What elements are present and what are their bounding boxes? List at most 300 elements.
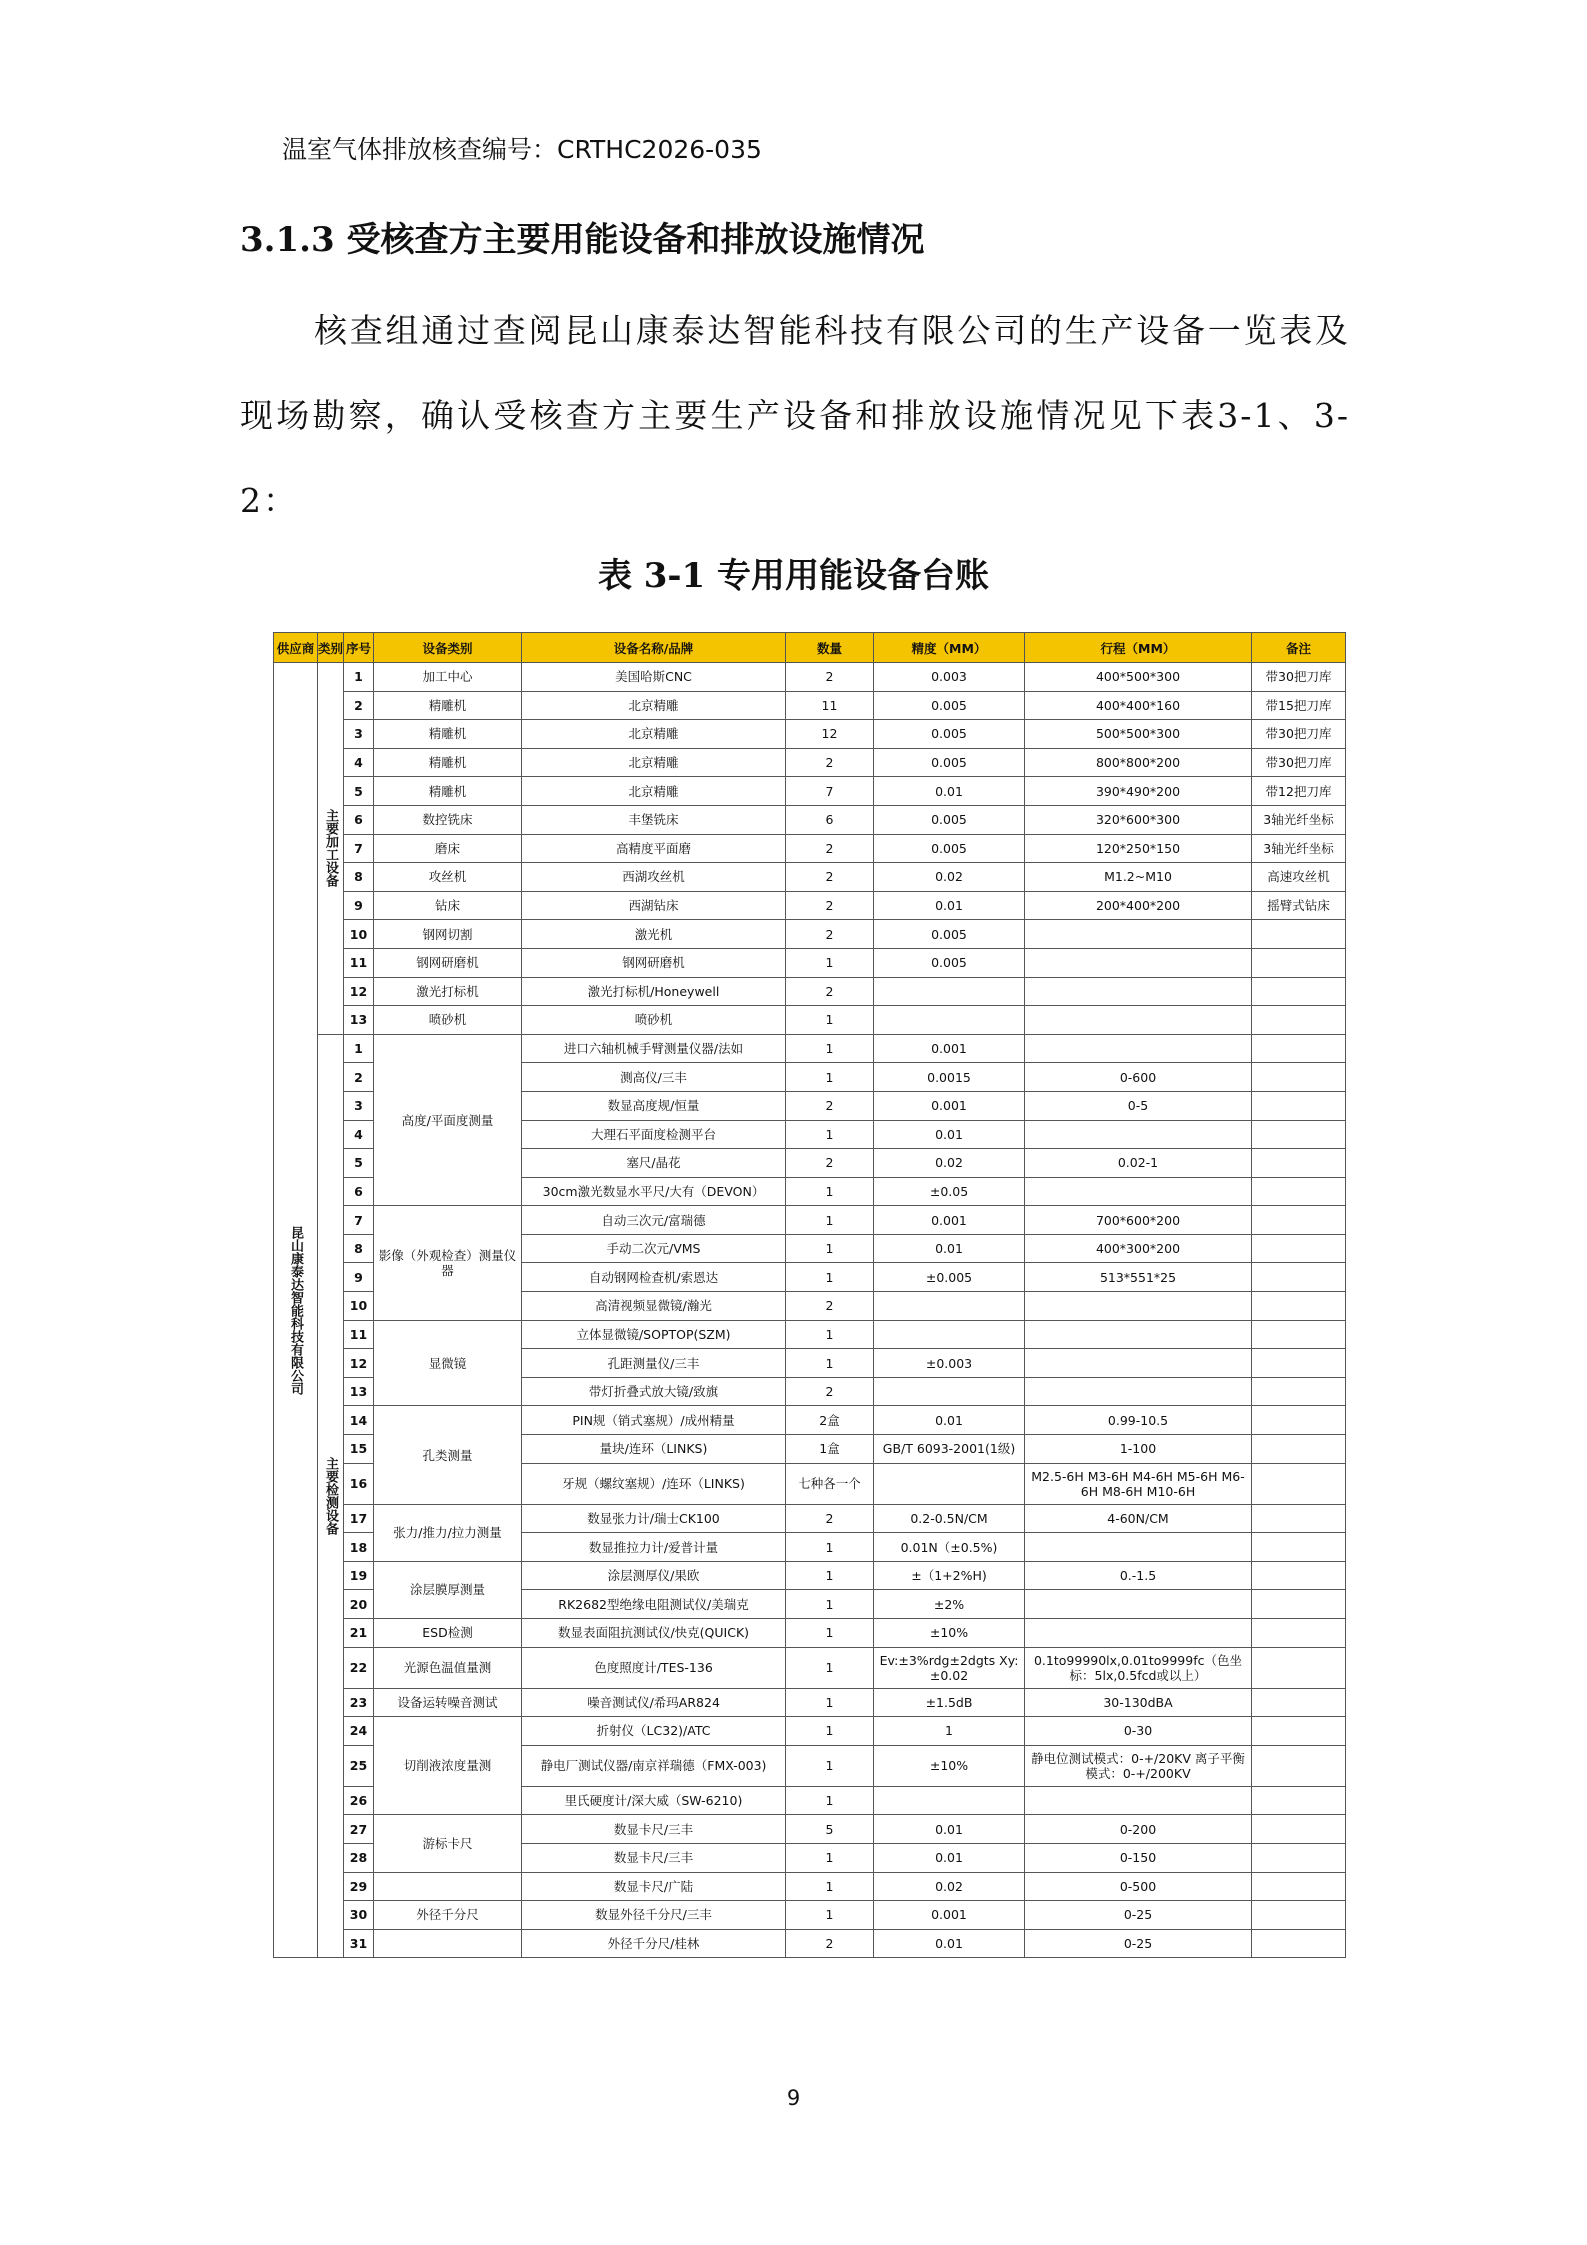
quantity-cell: 2 bbox=[786, 1504, 874, 1533]
precision-cell: 0.01 bbox=[874, 1120, 1025, 1149]
travel-cell: 400*500*300 bbox=[1025, 663, 1252, 692]
precision-cell: 0.005 bbox=[874, 834, 1025, 863]
equipment-name-cell: 孔距测量仪/三丰 bbox=[522, 1349, 786, 1378]
quantity-cell: 1 bbox=[786, 1872, 874, 1901]
equipment-name-cell: 数显表面阻抗测试仪/快克(QUICK) bbox=[522, 1619, 786, 1648]
travel-cell bbox=[1025, 1619, 1252, 1648]
note-cell bbox=[1252, 1561, 1346, 1590]
row-number-cell: 8 bbox=[344, 1234, 374, 1263]
equipment-name-cell: 立体显微镜/SOPTOP(SZM) bbox=[522, 1320, 786, 1349]
precision-cell: 0.001 bbox=[874, 1091, 1025, 1120]
table-row bbox=[274, 1815, 1346, 1844]
table-row bbox=[274, 748, 1346, 777]
quantity-cell: 1 bbox=[786, 1120, 874, 1149]
note-cell bbox=[1252, 1647, 1346, 1688]
equipment-type-cell: 钻床 bbox=[374, 891, 522, 920]
note-cell bbox=[1252, 1590, 1346, 1619]
travel-cell: M2.5-6H M3-6H M4-6H M5-6H M6-6H M8-6H M10-6H bbox=[1025, 1463, 1252, 1504]
equipment-name-cell: 静电厂测试仪器/南京祥瑞德（FMX-003) bbox=[522, 1745, 786, 1786]
quantity-cell: 1 bbox=[786, 1843, 874, 1872]
page-number: 9 bbox=[786, 2086, 801, 2110]
equipment-name-cell: 数显卡尺/三丰 bbox=[522, 1843, 786, 1872]
precision-cell: 0.005 bbox=[874, 948, 1025, 977]
equipment-name-cell: 数显卡尺/广陆 bbox=[522, 1872, 786, 1901]
equipment-type-cell: 磨床 bbox=[374, 834, 522, 863]
precision-cell: 0.005 bbox=[874, 720, 1025, 749]
precision-cell: 0.02 bbox=[874, 1872, 1025, 1901]
quantity-cell: 12 bbox=[786, 720, 874, 749]
table-row bbox=[274, 1901, 1346, 1930]
equipment-name-cell: 激光机 bbox=[522, 920, 786, 949]
col-header-note: 备注 bbox=[1252, 633, 1346, 663]
note-cell bbox=[1252, 1206, 1346, 1235]
equipment-name-cell: 30cm激光数显水平尺/大有（DEVON） bbox=[522, 1177, 786, 1206]
note-cell bbox=[1252, 1406, 1346, 1435]
note-cell: 带12把刀库 bbox=[1252, 777, 1346, 806]
equipment-name-cell: 高精度平面磨 bbox=[522, 834, 786, 863]
quantity-cell: 2 bbox=[786, 834, 874, 863]
row-number-cell: 19 bbox=[344, 1561, 374, 1590]
travel-cell: 513*551*25 bbox=[1025, 1263, 1252, 1292]
equipment-type-cell: 涂层膜厚测量 bbox=[374, 1561, 522, 1618]
quantity-cell: 2 bbox=[786, 920, 874, 949]
row-number-cell: 25 bbox=[344, 1745, 374, 1786]
travel-cell bbox=[1025, 1320, 1252, 1349]
travel-cell: 200*400*200 bbox=[1025, 891, 1252, 920]
table-row bbox=[274, 1647, 1346, 1688]
precision-cell: 0.01 bbox=[874, 1234, 1025, 1263]
row-number-cell: 4 bbox=[344, 748, 374, 777]
category-cell-inspection: 主要检测设备 bbox=[318, 1034, 344, 1958]
quantity-cell: 1 bbox=[786, 1006, 874, 1035]
quantity-cell: 2 bbox=[786, 863, 874, 892]
travel-cell: 0-500 bbox=[1025, 1872, 1252, 1901]
precision-cell: ±（1+2%H) bbox=[874, 1561, 1025, 1590]
row-number-cell: 30 bbox=[344, 1901, 374, 1930]
quantity-cell: 2 bbox=[786, 1377, 874, 1406]
equipment-type-cell: 游标卡尺 bbox=[374, 1815, 522, 1872]
table-caption: 表 3-1 专用用能设备台账 bbox=[597, 556, 990, 596]
note-cell bbox=[1252, 1091, 1346, 1120]
row-number-cell: 5 bbox=[344, 777, 374, 806]
note-cell: 摇臂式钻床 bbox=[1252, 891, 1346, 920]
quantity-cell: 1 bbox=[786, 1320, 874, 1349]
table-row bbox=[274, 1206, 1346, 1235]
precision-cell: ±2% bbox=[874, 1590, 1025, 1619]
equipment-name-cell: 数显卡尺/三丰 bbox=[522, 1815, 786, 1844]
precision-cell bbox=[874, 1006, 1025, 1035]
equipment-name-cell: 牙规（螺纹塞规）/连环（LINKS) bbox=[522, 1463, 786, 1504]
equipment-name-cell: 数显高度规/恒量 bbox=[522, 1091, 786, 1120]
table-body bbox=[274, 663, 1346, 1958]
precision-cell: 0.005 bbox=[874, 748, 1025, 777]
table-row bbox=[274, 720, 1346, 749]
row-number-cell: 1 bbox=[344, 663, 374, 692]
quantity-cell: 1 bbox=[786, 1688, 874, 1717]
travel-cell: 1-100 bbox=[1025, 1435, 1252, 1464]
row-number-cell: 11 bbox=[344, 948, 374, 977]
quantity-cell: 2 bbox=[786, 748, 874, 777]
body-paragraph: 核查组通过查阅昆山康泰达智能科技有限公司的生产设备一览表及现场勘察，确认受核查方主要生产设备和排放设施情况见下表3-1、3-2： bbox=[240, 311, 1350, 520]
table-row bbox=[274, 1929, 1346, 1958]
precision-cell: ±0.005 bbox=[874, 1263, 1025, 1292]
note-cell: 带30把刀库 bbox=[1252, 663, 1346, 692]
equipment-name-cell: PIN规（销式塞规）/成州精量 bbox=[522, 1406, 786, 1435]
row-number-cell: 7 bbox=[344, 1206, 374, 1235]
equipment-type-cell: 攻丝机 bbox=[374, 863, 522, 892]
precision-cell: 0.0015 bbox=[874, 1063, 1025, 1092]
precision-cell: Ev:±3%rdg±2dgts Xy:±0.02 bbox=[874, 1647, 1025, 1688]
row-number-cell: 18 bbox=[344, 1533, 374, 1562]
note-cell: 3轴光纤坐标 bbox=[1252, 805, 1346, 834]
note-cell bbox=[1252, 1504, 1346, 1533]
precision-cell: 0.01 bbox=[874, 1406, 1025, 1435]
row-number-cell: 5 bbox=[344, 1149, 374, 1178]
equipment-name-cell: 测高仪/三丰 bbox=[522, 1063, 786, 1092]
quantity-cell: 1 bbox=[786, 1263, 874, 1292]
equipment-type-cell: 显微镜 bbox=[374, 1320, 522, 1406]
table-row bbox=[274, 1619, 1346, 1648]
table-header-row bbox=[274, 633, 1346, 663]
quantity-cell: 1 bbox=[786, 1561, 874, 1590]
row-number-cell: 14 bbox=[344, 1406, 374, 1435]
note-cell bbox=[1252, 948, 1346, 977]
equipment-name-cell: 自动钢网检查机/索恩达 bbox=[522, 1263, 786, 1292]
quantity-cell: 1 bbox=[786, 1177, 874, 1206]
table-row bbox=[274, 834, 1346, 863]
travel-cell: 0.-1.5 bbox=[1025, 1561, 1252, 1590]
note-cell bbox=[1252, 1377, 1346, 1406]
equipment-type-cell: 精雕机 bbox=[374, 720, 522, 749]
note-cell bbox=[1252, 1717, 1346, 1746]
quantity-cell: 1 bbox=[786, 1034, 874, 1063]
equipment-name-cell: 里氏硬度计/深大威（SW-6210) bbox=[522, 1786, 786, 1815]
note-cell bbox=[1252, 1463, 1346, 1504]
quantity-cell: 2 bbox=[786, 1929, 874, 1958]
equipment-type-cell: 精雕机 bbox=[374, 777, 522, 806]
note-cell bbox=[1252, 920, 1346, 949]
equipment-name-cell: 数显外径千分尺/三丰 bbox=[522, 1901, 786, 1930]
equipment-name-cell: 美国哈斯CNC bbox=[522, 663, 786, 692]
row-number-cell: 15 bbox=[344, 1435, 374, 1464]
travel-cell bbox=[1025, 1349, 1252, 1378]
note-cell: 3轴光纤坐标 bbox=[1252, 834, 1346, 863]
travel-cell: 0-5 bbox=[1025, 1091, 1252, 1120]
travel-cell bbox=[1025, 1006, 1252, 1035]
travel-cell: 0-25 bbox=[1025, 1901, 1252, 1930]
equipment-name-cell: 喷砂机 bbox=[522, 1006, 786, 1035]
quantity-cell: 2 bbox=[786, 977, 874, 1006]
equipment-name-cell: 北京精雕 bbox=[522, 720, 786, 749]
row-number-cell: 16 bbox=[344, 1463, 374, 1504]
row-number-cell: 13 bbox=[344, 1006, 374, 1035]
travel-cell: 30-130dBA bbox=[1025, 1688, 1252, 1717]
row-number-cell: 10 bbox=[344, 920, 374, 949]
quantity-cell: 2 bbox=[786, 1149, 874, 1178]
travel-cell bbox=[1025, 1377, 1252, 1406]
equipment-name-cell: 钢网研磨机 bbox=[522, 948, 786, 977]
document-header: 温室气体排放核查编号：CRTHC2026-035 bbox=[282, 135, 762, 164]
row-number-cell: 2 bbox=[344, 1063, 374, 1092]
table-row bbox=[274, 1320, 1346, 1349]
quantity-cell: 1 bbox=[786, 1619, 874, 1648]
row-number-cell: 12 bbox=[344, 1349, 374, 1378]
precision-cell: 0.001 bbox=[874, 1206, 1025, 1235]
equipment-name-cell: 数显推拉力计/爱普计量 bbox=[522, 1533, 786, 1562]
equipment-name-cell: 高清视频显微镜/瀚光 bbox=[522, 1292, 786, 1321]
note-cell bbox=[1252, 1234, 1346, 1263]
table-row bbox=[274, 1006, 1346, 1035]
table-row bbox=[274, 1717, 1346, 1746]
note-cell bbox=[1252, 1320, 1346, 1349]
equipment-name-cell: 噪音测试仪/希玛AR824 bbox=[522, 1688, 786, 1717]
travel-cell: 400*400*160 bbox=[1025, 691, 1252, 720]
note-cell bbox=[1252, 1435, 1346, 1464]
precision-cell: 0.01 bbox=[874, 891, 1025, 920]
equipment-name-cell: 量块/连环（LINKS) bbox=[522, 1435, 786, 1464]
quantity-cell: 5 bbox=[786, 1815, 874, 1844]
row-number-cell: 20 bbox=[344, 1590, 374, 1619]
equipment-type-cell bbox=[374, 1929, 522, 1958]
precision-cell: ±0.003 bbox=[874, 1349, 1025, 1378]
row-number-cell: 11 bbox=[344, 1320, 374, 1349]
equipment-name-cell: 手动二次元/VMS bbox=[522, 1234, 786, 1263]
precision-cell: 0.005 bbox=[874, 691, 1025, 720]
note-cell bbox=[1252, 1688, 1346, 1717]
row-number-cell: 2 bbox=[344, 691, 374, 720]
table-row bbox=[274, 920, 1346, 949]
precision-cell: 0.005 bbox=[874, 920, 1025, 949]
precision-cell: 0.02 bbox=[874, 1149, 1025, 1178]
table-row bbox=[274, 1688, 1346, 1717]
equipment-type-cell: 光源色温值量测 bbox=[374, 1647, 522, 1688]
travel-cell bbox=[1025, 1120, 1252, 1149]
note-cell bbox=[1252, 1149, 1346, 1178]
col-header-equipment-type: 设备类别 bbox=[374, 633, 522, 663]
quantity-cell: 2 bbox=[786, 891, 874, 920]
quantity-cell: 1 bbox=[786, 1717, 874, 1746]
travel-cell: 4-60N/CM bbox=[1025, 1504, 1252, 1533]
quantity-cell: 1 bbox=[786, 948, 874, 977]
table-row bbox=[274, 891, 1346, 920]
quantity-cell: 7 bbox=[786, 777, 874, 806]
precision-cell: 0.001 bbox=[874, 1901, 1025, 1930]
row-number-cell: 13 bbox=[344, 1377, 374, 1406]
table-row bbox=[274, 691, 1346, 720]
table-row bbox=[274, 805, 1346, 834]
equipment-type-cell: 切削液浓度量测 bbox=[374, 1717, 522, 1815]
travel-cell: 400*300*200 bbox=[1025, 1234, 1252, 1263]
row-number-cell: 7 bbox=[344, 834, 374, 863]
equipment-type-cell: 钢网研磨机 bbox=[374, 948, 522, 977]
travel-cell bbox=[1025, 920, 1252, 949]
quantity-cell: 2 bbox=[786, 663, 874, 692]
equipment-type-cell: 高度/平面度测量 bbox=[374, 1034, 522, 1206]
equipment-name-cell: 折射仪（LC32)/ATC bbox=[522, 1717, 786, 1746]
equipment-table bbox=[273, 632, 1346, 1958]
quantity-cell: 1盒 bbox=[786, 1435, 874, 1464]
note-cell bbox=[1252, 1786, 1346, 1815]
precision-cell: 0.2-0.5N/CM bbox=[874, 1504, 1025, 1533]
travel-cell: 0-600 bbox=[1025, 1063, 1252, 1092]
note-cell bbox=[1252, 1292, 1346, 1321]
precision-cell bbox=[874, 1377, 1025, 1406]
note-cell bbox=[1252, 1619, 1346, 1648]
note-cell bbox=[1252, 1815, 1346, 1844]
equipment-name-cell: 激光打标机/Honeywell bbox=[522, 977, 786, 1006]
travel-cell bbox=[1025, 1034, 1252, 1063]
travel-cell: 120*250*150 bbox=[1025, 834, 1252, 863]
note-cell: 带15把刀库 bbox=[1252, 691, 1346, 720]
equipment-type-cell: 外径千分尺 bbox=[374, 1901, 522, 1930]
note-cell bbox=[1252, 1263, 1346, 1292]
row-number-cell: 29 bbox=[344, 1872, 374, 1901]
travel-cell: 320*600*300 bbox=[1025, 805, 1252, 834]
equipment-name-cell: 北京精雕 bbox=[522, 691, 786, 720]
travel-cell: 500*500*300 bbox=[1025, 720, 1252, 749]
table-row bbox=[274, 663, 1346, 692]
precision-cell bbox=[874, 1292, 1025, 1321]
equipment-name-cell: 丰堡铣床 bbox=[522, 805, 786, 834]
note-cell bbox=[1252, 1349, 1346, 1378]
note-cell bbox=[1252, 1177, 1346, 1206]
travel-cell: 0.1to99990lx,0.01to9999fc（色坐标：5lx,0.5fcd或以上） bbox=[1025, 1647, 1252, 1688]
note-cell bbox=[1252, 1063, 1346, 1092]
equipment-name-cell: 进口六轴机械手臂测量仪器/法如 bbox=[522, 1034, 786, 1063]
section-title: 3.1.3 受核查方主要用能设备和排放设施情况 bbox=[240, 220, 925, 260]
equipment-name-cell: 自动三次元/富瑞德 bbox=[522, 1206, 786, 1235]
table-row bbox=[274, 1872, 1346, 1901]
quantity-cell: 6 bbox=[786, 805, 874, 834]
quantity-cell: 1 bbox=[786, 1063, 874, 1092]
equipment-name-cell: 北京精雕 bbox=[522, 777, 786, 806]
row-number-cell: 4 bbox=[344, 1120, 374, 1149]
precision-cell: 0.01 bbox=[874, 1843, 1025, 1872]
note-cell: 带30把刀库 bbox=[1252, 720, 1346, 749]
precision-cell: ±10% bbox=[874, 1745, 1025, 1786]
equipment-type-cell: 孔类测量 bbox=[374, 1406, 522, 1504]
equipment-name-cell: 西湖钻床 bbox=[522, 891, 786, 920]
row-number-cell: 22 bbox=[344, 1647, 374, 1688]
row-number-cell: 6 bbox=[344, 805, 374, 834]
equipment-name-cell: 色度照度计/TES-136 bbox=[522, 1647, 786, 1688]
row-number-cell: 24 bbox=[344, 1717, 374, 1746]
equipment-type-cell: 激光打标机 bbox=[374, 977, 522, 1006]
row-number-cell: 9 bbox=[344, 891, 374, 920]
precision-cell bbox=[874, 977, 1025, 1006]
travel-cell: 静电位测试模式：0-+/20KV 离子平衡模式：0-+/200KV bbox=[1025, 1745, 1252, 1786]
equipment-type-cell bbox=[374, 1872, 522, 1901]
equipment-type-cell: 钢网切割 bbox=[374, 920, 522, 949]
travel-cell bbox=[1025, 977, 1252, 1006]
equipment-name-cell: 涂层测厚仪/果欧 bbox=[522, 1561, 786, 1590]
equipment-name-cell: 数显张力计/瑞士CK100 bbox=[522, 1504, 786, 1533]
supplier-cell: 昆山康泰达智能科技有限公司 bbox=[274, 663, 318, 1958]
equipment-type-cell: 精雕机 bbox=[374, 691, 522, 720]
precision-cell: 0.001 bbox=[874, 1034, 1025, 1063]
row-number-cell: 23 bbox=[344, 1688, 374, 1717]
row-number-cell: 31 bbox=[344, 1929, 374, 1958]
travel-cell: 0.99-10.5 bbox=[1025, 1406, 1252, 1435]
table-row bbox=[274, 1406, 1346, 1435]
equipment-type-cell: ESD检测 bbox=[374, 1619, 522, 1648]
row-number-cell: 26 bbox=[344, 1786, 374, 1815]
precision-cell: GB/T 6093-2001(1级) bbox=[874, 1435, 1025, 1464]
row-number-cell: 6 bbox=[344, 1177, 374, 1206]
travel-cell bbox=[1025, 1590, 1252, 1619]
precision-cell: 0.02 bbox=[874, 863, 1025, 892]
table-row bbox=[274, 777, 1346, 806]
note-cell: 高速攻丝机 bbox=[1252, 863, 1346, 892]
travel-cell bbox=[1025, 1786, 1252, 1815]
precision-cell bbox=[874, 1463, 1025, 1504]
travel-cell: M1.2~M10 bbox=[1025, 863, 1252, 892]
quantity-cell: 1 bbox=[786, 1234, 874, 1263]
equipment-name-cell: 北京精雕 bbox=[522, 748, 786, 777]
note-cell: 带30把刀库 bbox=[1252, 748, 1346, 777]
row-number-cell: 27 bbox=[344, 1815, 374, 1844]
row-number-cell: 8 bbox=[344, 863, 374, 892]
precision-cell: ±0.05 bbox=[874, 1177, 1025, 1206]
note-cell bbox=[1252, 1901, 1346, 1930]
precision-cell: ±10% bbox=[874, 1619, 1025, 1648]
quantity-cell: 11 bbox=[786, 691, 874, 720]
row-number-cell: 3 bbox=[344, 720, 374, 749]
table-row bbox=[274, 1561, 1346, 1590]
table-row bbox=[274, 1034, 1346, 1063]
travel-cell: 390*490*200 bbox=[1025, 777, 1252, 806]
note-cell bbox=[1252, 1745, 1346, 1786]
table-row bbox=[274, 948, 1346, 977]
col-header-precision: 精度（MM） bbox=[874, 633, 1025, 663]
row-number-cell: 17 bbox=[344, 1504, 374, 1533]
equipment-type-cell: 精雕机 bbox=[374, 748, 522, 777]
equipment-name-cell: RK2682型绝缘电阻测试仪/美瑞克 bbox=[522, 1590, 786, 1619]
quantity-cell: 2 bbox=[786, 1091, 874, 1120]
travel-cell: 0-30 bbox=[1025, 1717, 1252, 1746]
precision-cell: 0.01N（±0.5%) bbox=[874, 1533, 1025, 1562]
equipment-type-cell: 喷砂机 bbox=[374, 1006, 522, 1035]
row-number-cell: 9 bbox=[344, 1263, 374, 1292]
quantity-cell: 1 bbox=[786, 1786, 874, 1815]
note-cell bbox=[1252, 1872, 1346, 1901]
equipment-type-cell: 设备运转噪音测试 bbox=[374, 1688, 522, 1717]
precision-cell: 0.003 bbox=[874, 663, 1025, 692]
quantity-cell: 1 bbox=[786, 1647, 874, 1688]
quantity-cell: 七种各一个 bbox=[786, 1463, 874, 1504]
equipment-name-cell: 西湖攻丝机 bbox=[522, 863, 786, 892]
quantity-cell: 1 bbox=[786, 1901, 874, 1930]
travel-cell: 0-25 bbox=[1025, 1929, 1252, 1958]
quantity-cell: 2 bbox=[786, 1292, 874, 1321]
precision-cell: 0.01 bbox=[874, 1929, 1025, 1958]
quantity-cell: 2盒 bbox=[786, 1406, 874, 1435]
equipment-type-cell: 张力/推力/拉力测量 bbox=[374, 1504, 522, 1561]
table-row bbox=[274, 1504, 1346, 1533]
col-header-quantity: 数量 bbox=[786, 633, 874, 663]
quantity-cell: 1 bbox=[786, 1349, 874, 1378]
row-number-cell: 10 bbox=[344, 1292, 374, 1321]
precision-cell bbox=[874, 1786, 1025, 1815]
note-cell bbox=[1252, 1006, 1346, 1035]
col-header-travel: 行程（MM） bbox=[1025, 633, 1252, 663]
precision-cell: ±1.5dB bbox=[874, 1688, 1025, 1717]
precision-cell: 0.01 bbox=[874, 1815, 1025, 1844]
equipment-type-cell: 数控铣床 bbox=[374, 805, 522, 834]
travel-cell bbox=[1025, 948, 1252, 977]
equipment-name-cell: 外径千分尺/桂林 bbox=[522, 1929, 786, 1958]
equipment-type-cell: 影像（外观检查）测量仪器 bbox=[374, 1206, 522, 1320]
